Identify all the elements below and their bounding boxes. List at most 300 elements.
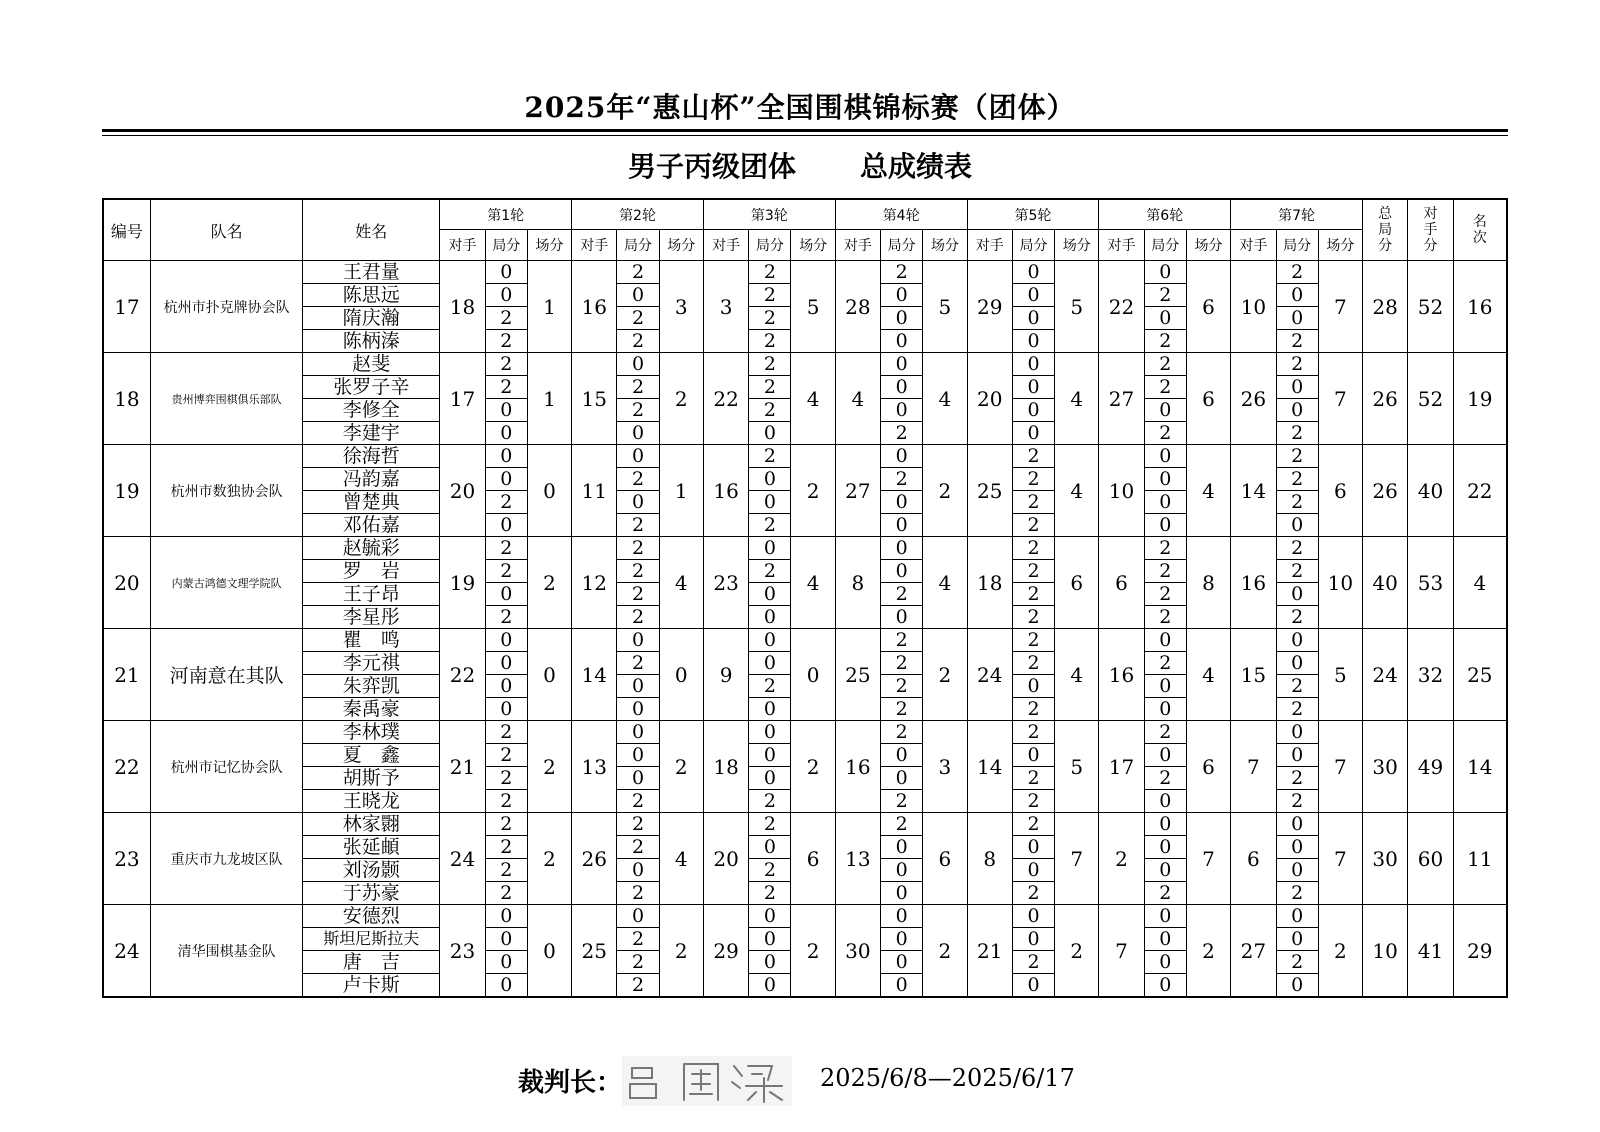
round-opponent: 13 [572, 721, 617, 813]
round-match-score: 2 [659, 353, 703, 445]
team-number: 18 [103, 353, 150, 445]
round-match-score: 6 [791, 813, 835, 905]
round-opponent: 16 [572, 261, 617, 353]
round-game-score: 0 [1276, 583, 1318, 606]
round-opponent: 14 [967, 721, 1012, 813]
round-game-score: 2 [485, 606, 527, 629]
round-game-score: 0 [1276, 813, 1318, 836]
round-game-score: 2 [1012, 629, 1054, 652]
round-game-score: 0 [1276, 399, 1318, 422]
round-game-score: 2 [617, 583, 659, 606]
round-game-score: 0 [1144, 744, 1186, 767]
rank: 16 [1453, 261, 1507, 353]
player-name: 秦禹豪 [303, 698, 440, 721]
round-game-score: 2 [881, 629, 923, 652]
round-game-score: 0 [1012, 744, 1054, 767]
round-game-score: 2 [617, 928, 659, 951]
round-opponent: 27 [1099, 353, 1144, 445]
player-name: 刘汤颢 [303, 859, 440, 882]
header-rank: 名次 [1453, 199, 1507, 261]
header-round-3: 第3轮 [703, 199, 835, 230]
player-name: 赵斐 [303, 353, 440, 376]
round-opponent: 20 [440, 445, 485, 537]
round-game-score: 0 [881, 928, 923, 951]
header-round-4: 第4轮 [835, 199, 967, 230]
round-game-score: 2 [881, 468, 923, 491]
round-game-score: 0 [1144, 951, 1186, 974]
round-game-score: 0 [749, 422, 791, 445]
opponent-score: 32 [1408, 629, 1453, 721]
round-match-score: 2 [527, 721, 571, 813]
header-opp: 对手 [835, 230, 880, 261]
round-game-score: 0 [1144, 491, 1186, 514]
table-row [103, 813, 1507, 836]
round-opponent: 10 [1231, 261, 1276, 353]
header-match: 场分 [1318, 230, 1362, 261]
round-opponent: 6 [1231, 813, 1276, 905]
header-no: 编号 [103, 199, 150, 261]
round-opponent: 14 [572, 629, 617, 721]
round-game-score: 0 [1276, 836, 1318, 859]
team-number: 22 [103, 721, 150, 813]
judge-label: 裁判长： [518, 1068, 623, 1098]
round-match-score: 2 [1055, 905, 1099, 998]
subtitle-right: 总成绩表 [860, 150, 973, 183]
round-game-score: 2 [749, 307, 791, 330]
round-opponent: 22 [440, 629, 485, 721]
round-game-score: 0 [749, 721, 791, 744]
round-game-score: 2 [1012, 491, 1054, 514]
round-opponent: 15 [1231, 629, 1276, 721]
table-row [103, 353, 1507, 376]
round-match-score: 2 [923, 905, 967, 998]
round-match-score: 4 [1186, 629, 1230, 721]
round-game-score: 0 [1012, 307, 1054, 330]
round-game-score: 2 [1276, 491, 1318, 514]
round-match-score: 0 [527, 445, 571, 537]
team-number: 20 [103, 537, 150, 629]
header-team: 队名 [150, 199, 302, 261]
round-opponent: 13 [835, 813, 880, 905]
round-game-score: 0 [1012, 422, 1054, 445]
round-game-score: 0 [617, 629, 659, 652]
round-game-score: 0 [485, 951, 527, 974]
round-game-score: 2 [1276, 330, 1318, 353]
round-game-score: 0 [1276, 284, 1318, 307]
round-match-score: 7 [1318, 813, 1362, 905]
footer [0, 1062, 1600, 1112]
header-opp: 对手 [1231, 230, 1276, 261]
player-name: 王晓龙 [303, 790, 440, 813]
team-name: 杭州市记忆协会队 [150, 721, 302, 813]
round-game-score: 0 [1012, 261, 1054, 284]
round-game-score: 0 [1276, 376, 1318, 399]
round-game-score: 0 [1012, 353, 1054, 376]
team-name: 杭州市数独协会队 [150, 445, 302, 537]
round-game-score: 0 [1012, 974, 1054, 998]
round-game-score: 2 [485, 560, 527, 583]
round-game-score: 0 [485, 284, 527, 307]
player-name: 王君量 [303, 261, 440, 284]
round-game-score: 0 [749, 767, 791, 790]
round-game-score: 0 [749, 974, 791, 998]
round-game-score: 2 [617, 652, 659, 675]
round-game-score: 2 [749, 399, 791, 422]
player-name: 卢卡斯 [303, 974, 440, 998]
round-game-score: 0 [881, 353, 923, 376]
round-match-score: 2 [527, 537, 571, 629]
round-game-score: 2 [617, 376, 659, 399]
round-match-score: 4 [659, 537, 703, 629]
round-game-score: 0 [1012, 859, 1054, 882]
round-game-score: 2 [881, 422, 923, 445]
round-match-score: 3 [923, 721, 967, 813]
round-game-score: 0 [881, 744, 923, 767]
total-games: 26 [1363, 445, 1408, 537]
round-game-score: 0 [881, 859, 923, 882]
round-game-score: 2 [485, 767, 527, 790]
round-game-score: 0 [1144, 813, 1186, 836]
round-game-score: 2 [1276, 445, 1318, 468]
round-game-score: 2 [749, 882, 791, 905]
table-row [103, 629, 1507, 652]
round-match-score: 5 [923, 261, 967, 353]
round-match-score: 7 [1318, 353, 1362, 445]
round-game-score: 0 [749, 905, 791, 928]
round-opponent: 4 [835, 353, 880, 445]
round-game-score: 0 [1276, 928, 1318, 951]
round-game-score: 2 [617, 537, 659, 560]
round-opponent: 25 [572, 905, 617, 998]
round-match-score: 2 [527, 813, 571, 905]
round-game-score: 0 [485, 583, 527, 606]
round-opponent: 20 [967, 353, 1012, 445]
round-match-score: 4 [1055, 629, 1099, 721]
round-game-score: 2 [1144, 422, 1186, 445]
player-name: 斯坦尼斯拉夫 [303, 928, 440, 951]
round-game-score: 0 [749, 744, 791, 767]
round-game-score: 0 [617, 905, 659, 928]
round-game-score: 2 [485, 790, 527, 813]
table-body [103, 261, 1507, 998]
player-name: 朱弈凯 [303, 675, 440, 698]
player-name: 陈思远 [303, 284, 440, 307]
total-games: 28 [1363, 261, 1408, 353]
round-game-score: 0 [1144, 445, 1186, 468]
round-game-score: 2 [749, 330, 791, 353]
round-game-score: 0 [881, 951, 923, 974]
round-match-score: 4 [791, 353, 835, 445]
round-game-score: 2 [617, 560, 659, 583]
round-game-score: 2 [617, 261, 659, 284]
round-game-score: 0 [1144, 399, 1186, 422]
round-match-score: 7 [1055, 813, 1099, 905]
round-game-score: 0 [881, 882, 923, 905]
rank: 14 [1453, 721, 1507, 813]
round-game-score: 2 [1144, 721, 1186, 744]
round-opponent: 23 [440, 905, 485, 998]
round-match-score: 7 [1186, 813, 1230, 905]
round-game-score: 0 [485, 422, 527, 445]
round-game-score: 2 [1276, 675, 1318, 698]
player-name: 李星彤 [303, 606, 440, 629]
round-game-score: 2 [1012, 537, 1054, 560]
team-name: 清华围棋基金队 [150, 905, 302, 998]
round-game-score: 2 [1012, 514, 1054, 537]
player-name: 林家翾 [303, 813, 440, 836]
player-name: 赵毓彩 [303, 537, 440, 560]
header-round-6: 第6轮 [1099, 199, 1231, 230]
rank: 25 [1453, 629, 1507, 721]
round-game-score: 2 [881, 721, 923, 744]
round-game-score: 0 [881, 767, 923, 790]
round-opponent: 23 [703, 537, 748, 629]
round-game-score: 0 [749, 836, 791, 859]
header-match: 场分 [1186, 230, 1230, 261]
team-number: 17 [103, 261, 150, 353]
round-match-score: 4 [659, 813, 703, 905]
round-game-score: 2 [881, 583, 923, 606]
round-game-score: 2 [485, 882, 527, 905]
round-game-score: 0 [617, 859, 659, 882]
round-game-score: 0 [749, 537, 791, 560]
player-name: 邓佑嘉 [303, 514, 440, 537]
round-game-score: 2 [1144, 767, 1186, 790]
round-game-score: 0 [485, 445, 527, 468]
rank: 11 [1453, 813, 1507, 905]
round-game-score: 2 [485, 537, 527, 560]
round-game-score: 2 [1144, 284, 1186, 307]
round-game-score: 2 [1276, 422, 1318, 445]
round-game-score: 0 [1012, 836, 1054, 859]
round-opponent: 8 [967, 813, 1012, 905]
results-table [102, 198, 1508, 998]
header-opp-score: 对手分 [1408, 199, 1453, 261]
table-row [103, 721, 1507, 744]
round-game-score: 2 [1276, 261, 1318, 284]
total-games: 10 [1363, 905, 1408, 998]
header-match: 场分 [791, 230, 835, 261]
round-match-score: 5 [1055, 261, 1099, 353]
round-opponent: 21 [440, 721, 485, 813]
total-games: 40 [1363, 537, 1408, 629]
judge-signature-image [622, 1056, 792, 1106]
round-game-score: 2 [749, 284, 791, 307]
header-opp: 对手 [1099, 230, 1144, 261]
team-number: 24 [103, 905, 150, 998]
round-game-score: 2 [1144, 882, 1186, 905]
round-game-score: 0 [881, 836, 923, 859]
round-game-score: 0 [881, 399, 923, 422]
round-game-score: 2 [617, 882, 659, 905]
opponent-score: 41 [1408, 905, 1453, 998]
round-game-score: 2 [749, 353, 791, 376]
round-game-score: 2 [1144, 560, 1186, 583]
round-game-score: 2 [1276, 767, 1318, 790]
round-opponent: 19 [440, 537, 485, 629]
round-game-score: 2 [749, 675, 791, 698]
round-game-score: 2 [617, 330, 659, 353]
round-game-score: 0 [485, 652, 527, 675]
round-game-score: 2 [749, 560, 791, 583]
round-match-score: 0 [527, 629, 571, 721]
round-game-score: 2 [1012, 767, 1054, 790]
round-game-score: 2 [749, 376, 791, 399]
round-game-score: 0 [881, 560, 923, 583]
round-match-score: 4 [1055, 353, 1099, 445]
page-subtitle [0, 145, 1600, 185]
header-games: 局分 [1144, 230, 1186, 261]
round-match-score: 1 [527, 261, 571, 353]
round-game-score: 2 [1012, 790, 1054, 813]
date-range: 2025/6/8—2025/6/17 [820, 1064, 1075, 1092]
round-game-score: 0 [749, 606, 791, 629]
round-game-score: 0 [881, 307, 923, 330]
round-game-score: 0 [1144, 928, 1186, 951]
header-games: 局分 [1012, 230, 1054, 261]
round-match-score: 1 [659, 445, 703, 537]
round-game-score: 0 [1276, 974, 1318, 998]
round-game-score: 0 [881, 905, 923, 928]
round-match-score: 7 [1318, 261, 1362, 353]
round-game-score: 0 [881, 330, 923, 353]
round-opponent: 25 [835, 629, 880, 721]
player-name: 隋庆瀚 [303, 307, 440, 330]
opponent-score: 60 [1408, 813, 1453, 905]
player-name: 王子昂 [303, 583, 440, 606]
player-name: 李林璞 [303, 721, 440, 744]
player-name: 李建宇 [303, 422, 440, 445]
round-opponent: 20 [703, 813, 748, 905]
header-games: 局分 [617, 230, 659, 261]
round-game-score: 0 [1144, 859, 1186, 882]
round-match-score: 2 [791, 445, 835, 537]
round-game-score: 0 [1144, 974, 1186, 998]
round-game-score: 2 [1012, 951, 1054, 974]
rank: 29 [1453, 905, 1507, 998]
round-game-score: 2 [881, 790, 923, 813]
total-games: 30 [1363, 813, 1408, 905]
round-match-score: 4 [1055, 445, 1099, 537]
round-game-score: 0 [881, 376, 923, 399]
round-opponent: 14 [1231, 445, 1276, 537]
round-game-score: 2 [485, 836, 527, 859]
round-game-score: 0 [1144, 698, 1186, 721]
round-game-score: 0 [881, 445, 923, 468]
round-game-score: 2 [749, 261, 791, 284]
round-opponent: 28 [835, 261, 880, 353]
round-match-score: 2 [791, 721, 835, 813]
page-title: 2025年“惠山杯”全国围棋锦标赛（团体） [524, 91, 1076, 124]
round-game-score: 0 [617, 353, 659, 376]
header-match: 场分 [659, 230, 703, 261]
round-match-score: 2 [791, 905, 835, 998]
player-name: 胡斯予 [303, 767, 440, 790]
round-opponent: 15 [572, 353, 617, 445]
player-name: 唐 吉 [303, 951, 440, 974]
round-game-score: 0 [1012, 928, 1054, 951]
round-game-score: 0 [485, 905, 527, 928]
round-game-score: 2 [617, 813, 659, 836]
round-game-score: 2 [1276, 353, 1318, 376]
round-game-score: 2 [1012, 560, 1054, 583]
round-game-score: 2 [1276, 951, 1318, 974]
team-name: 内蒙古鸿德文理学院队 [150, 537, 302, 629]
header-games: 局分 [749, 230, 791, 261]
round-game-score: 0 [617, 675, 659, 698]
round-match-score: 6 [1186, 721, 1230, 813]
round-opponent: 22 [1099, 261, 1144, 353]
header-name: 姓名 [303, 199, 440, 261]
round-game-score: 0 [749, 928, 791, 951]
round-game-score: 0 [1012, 284, 1054, 307]
header-total-games: 总局分 [1363, 199, 1408, 261]
round-match-score: 0 [791, 629, 835, 721]
header-games: 局分 [485, 230, 527, 261]
rank: 22 [1453, 445, 1507, 537]
round-opponent: 25 [967, 445, 1012, 537]
team-number: 21 [103, 629, 150, 721]
round-game-score: 2 [1012, 652, 1054, 675]
round-game-score: 2 [1276, 560, 1318, 583]
round-game-score: 0 [1012, 905, 1054, 928]
header-round-1: 第1轮 [440, 199, 572, 230]
round-match-score: 4 [923, 353, 967, 445]
round-game-score: 2 [1012, 583, 1054, 606]
team-name: 河南意在其队 [150, 629, 302, 721]
subtitle-left: 男子丙级团体 [627, 150, 796, 183]
round-game-score: 2 [1012, 468, 1054, 491]
header-round-7: 第7轮 [1231, 199, 1363, 230]
round-game-score: 0 [749, 468, 791, 491]
rank: 4 [1453, 537, 1507, 629]
round-match-score: 5 [1318, 629, 1362, 721]
header-opp: 对手 [967, 230, 1012, 261]
round-game-score: 0 [749, 652, 791, 675]
round-game-score: 0 [1012, 376, 1054, 399]
opponent-score: 53 [1408, 537, 1453, 629]
round-game-score: 0 [749, 491, 791, 514]
round-opponent: 7 [1099, 905, 1144, 998]
round-match-score: 2 [1186, 905, 1230, 998]
round-game-score: 2 [1276, 698, 1318, 721]
round-opponent: 11 [572, 445, 617, 537]
round-match-score: 6 [923, 813, 967, 905]
round-game-score: 0 [1276, 629, 1318, 652]
opponent-score: 49 [1408, 721, 1453, 813]
round-game-score: 0 [617, 698, 659, 721]
round-match-score: 5 [1055, 721, 1099, 813]
round-game-score: 2 [1012, 698, 1054, 721]
round-game-score: 2 [1144, 606, 1186, 629]
round-game-score: 2 [617, 951, 659, 974]
round-opponent: 10 [1099, 445, 1144, 537]
round-game-score: 0 [485, 514, 527, 537]
round-game-score: 0 [1144, 675, 1186, 698]
round-opponent: 7 [1231, 721, 1276, 813]
total-games: 30 [1363, 721, 1408, 813]
header-round-2: 第2轮 [572, 199, 704, 230]
round-opponent: 16 [1099, 629, 1144, 721]
round-game-score: 0 [1276, 905, 1318, 928]
round-game-score: 2 [1012, 606, 1054, 629]
round-opponent: 22 [703, 353, 748, 445]
round-opponent: 3 [703, 261, 748, 353]
round-game-score: 2 [617, 468, 659, 491]
round-game-score: 2 [881, 675, 923, 698]
round-opponent: 18 [967, 537, 1012, 629]
round-game-score: 0 [749, 698, 791, 721]
